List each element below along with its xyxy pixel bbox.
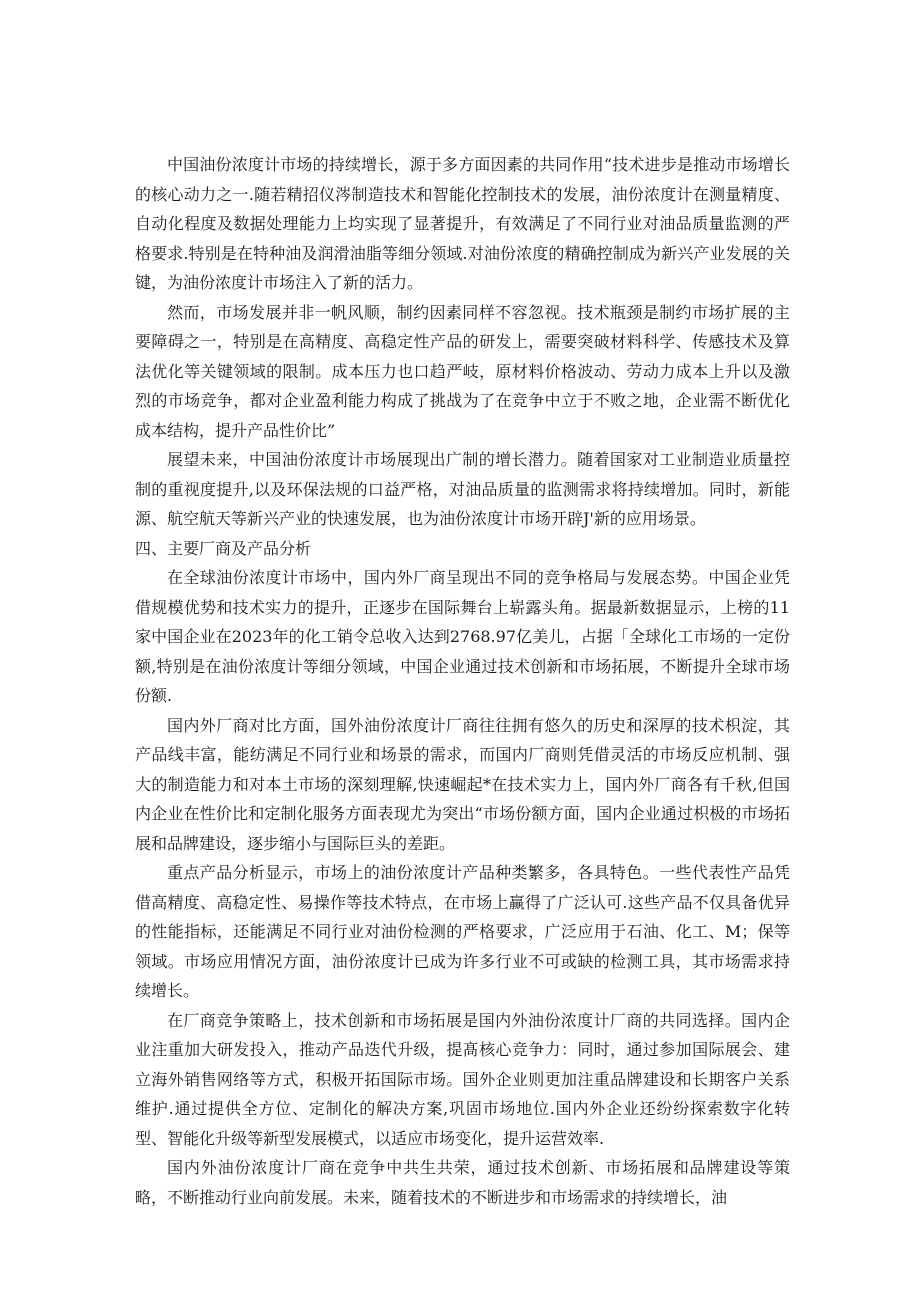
document-body: [135, 150, 790, 1212]
section-heading: 四、主要厂商及产品分析: [135, 538, 312, 558]
paragraph-conclusion: 国内外油份浓度计厂商在竞争中共生共荣，通过技术创新、市场拓展和品牌建设等策略，不断推动行业向前发展。未来，随着技术的不断进步和市场需求的持续增长，油: [135, 1158, 790, 1207]
paragraph-outlook: 展望未来，中国油份浓度计市场展现出广制的增长潜力。随着国家对工业制造业质量控制的重视度提升,以及环保法规的口益严格，对油品质量的监测需求将持续增加。同时，新能源、航空航天等新兴产业的快速发展，也为油份浓度计市场开辟J'新的应用场景。: [135, 450, 790, 528]
paragraph-competition-strategy: 在厂商竞争策略上，技术创新和市场拓展是国内外油份浓度计厂商的共同选择。国内企业注重加大研发投入，推动产品迭代升级，提髙核心竞争力：同时，通过参加国际展会、建立海外销售网络等方式，积极开拓国际市场。国外企业则更加注重品牌建设和长期客户关系维护.通过提供全方位、定制化的解决方案,巩固市场地位.国内外企业还纷纷探索数字化转型、智能化升级等新型发展模式，以适应市场变化，提升运营效率.: [135, 1010, 790, 1148]
paragraph-market-growth: 中国油份浓度计市场的持续增长，源于多方面因素的共同作用“技术进步是推动市场增长的核心动力之一.随若精招仪涔制造技术和智能化控制技术的发展，油份浓度计在测量精度、自动化程度及数据处理能力上均实现了显著提升，有效满足了不同行业对油品质量监测的严格要求.特别是在特种油及润滑油脂等细分领域.对油份浓度的精确控制成为新兴产业发展的关键，为油份浓度计市场注入了新的活力。: [135, 155, 790, 292]
paragraph-constraints: 然而，市场发展并非一帆风顺，制约因素同样不容忽视。技术瓶颈是制约市场扩展的主要障碍之一，特别是在高精度、高稳定性产品的研发上，需要突破材料科学、传感技术及算法优化等关键领域的限制。成本压力也口趋严岐，原材料价格波动、劳动力成本上升以及激烈的市场竞争，都对企业盈利能力构成了挑战为了在竞争中立于不败之地，企业需不断优化成本结构，提升产品性价比”: [135, 302, 790, 440]
paragraph-global-market: 在全球油份浓度计市场中，国内外厂商呈现出不同的竞争格局与发展态势。中国企业凭借规模优势和技术实力的提升，正逐步在国际舞台上崭露头角。据最新数据显示，上榜的11家中国企业在2023年的化工销令总收入达到2768.97亿美儿，占据「全球化工市场的一定份额,特别是在油份浓度计等细分领域，中国企业通过技术创新和市场拓展，不断提升全球市场份额.: [135, 568, 790, 705]
paragraph-product-analysis: 重点产品分析显示，市场上的油份浓度计产品种类繁多，各具特色。一些代表性产品凭借高精度、高稳定性、易操作等技术特点，在市场上赢得了广泛认可.这些产品不仅具备优异的性能指标，还能满足不同行业对油份检测的严格要求，广泛应用于石油、化工、M；保等领域。市场应用情况方面，油份浓度计已成为许多行业不可或缺的检测工具，其市场需求持续增长。: [135, 863, 790, 1000]
paragraph-vendor-comparison: 国内外厂商对比方面，国外油份浓度计厂商往往拥有悠久的历史和深厚的技术枳淀，其产品线丰富，能纺满足不同行业和场景的需求，而国内厂商则凭借灵活的市场反应机制、强大的制造能力和对本土市场的深刻理解,快速崛起*在技术实力上，国内外厂商各有千秋,但国内企业在性价比和定制化服务方面表现尤为突出“市场份额方面，国内企业通过枳极的市场拓展和品牌建设，逐步缩小与国际巨头的差距。: [135, 715, 790, 853]
